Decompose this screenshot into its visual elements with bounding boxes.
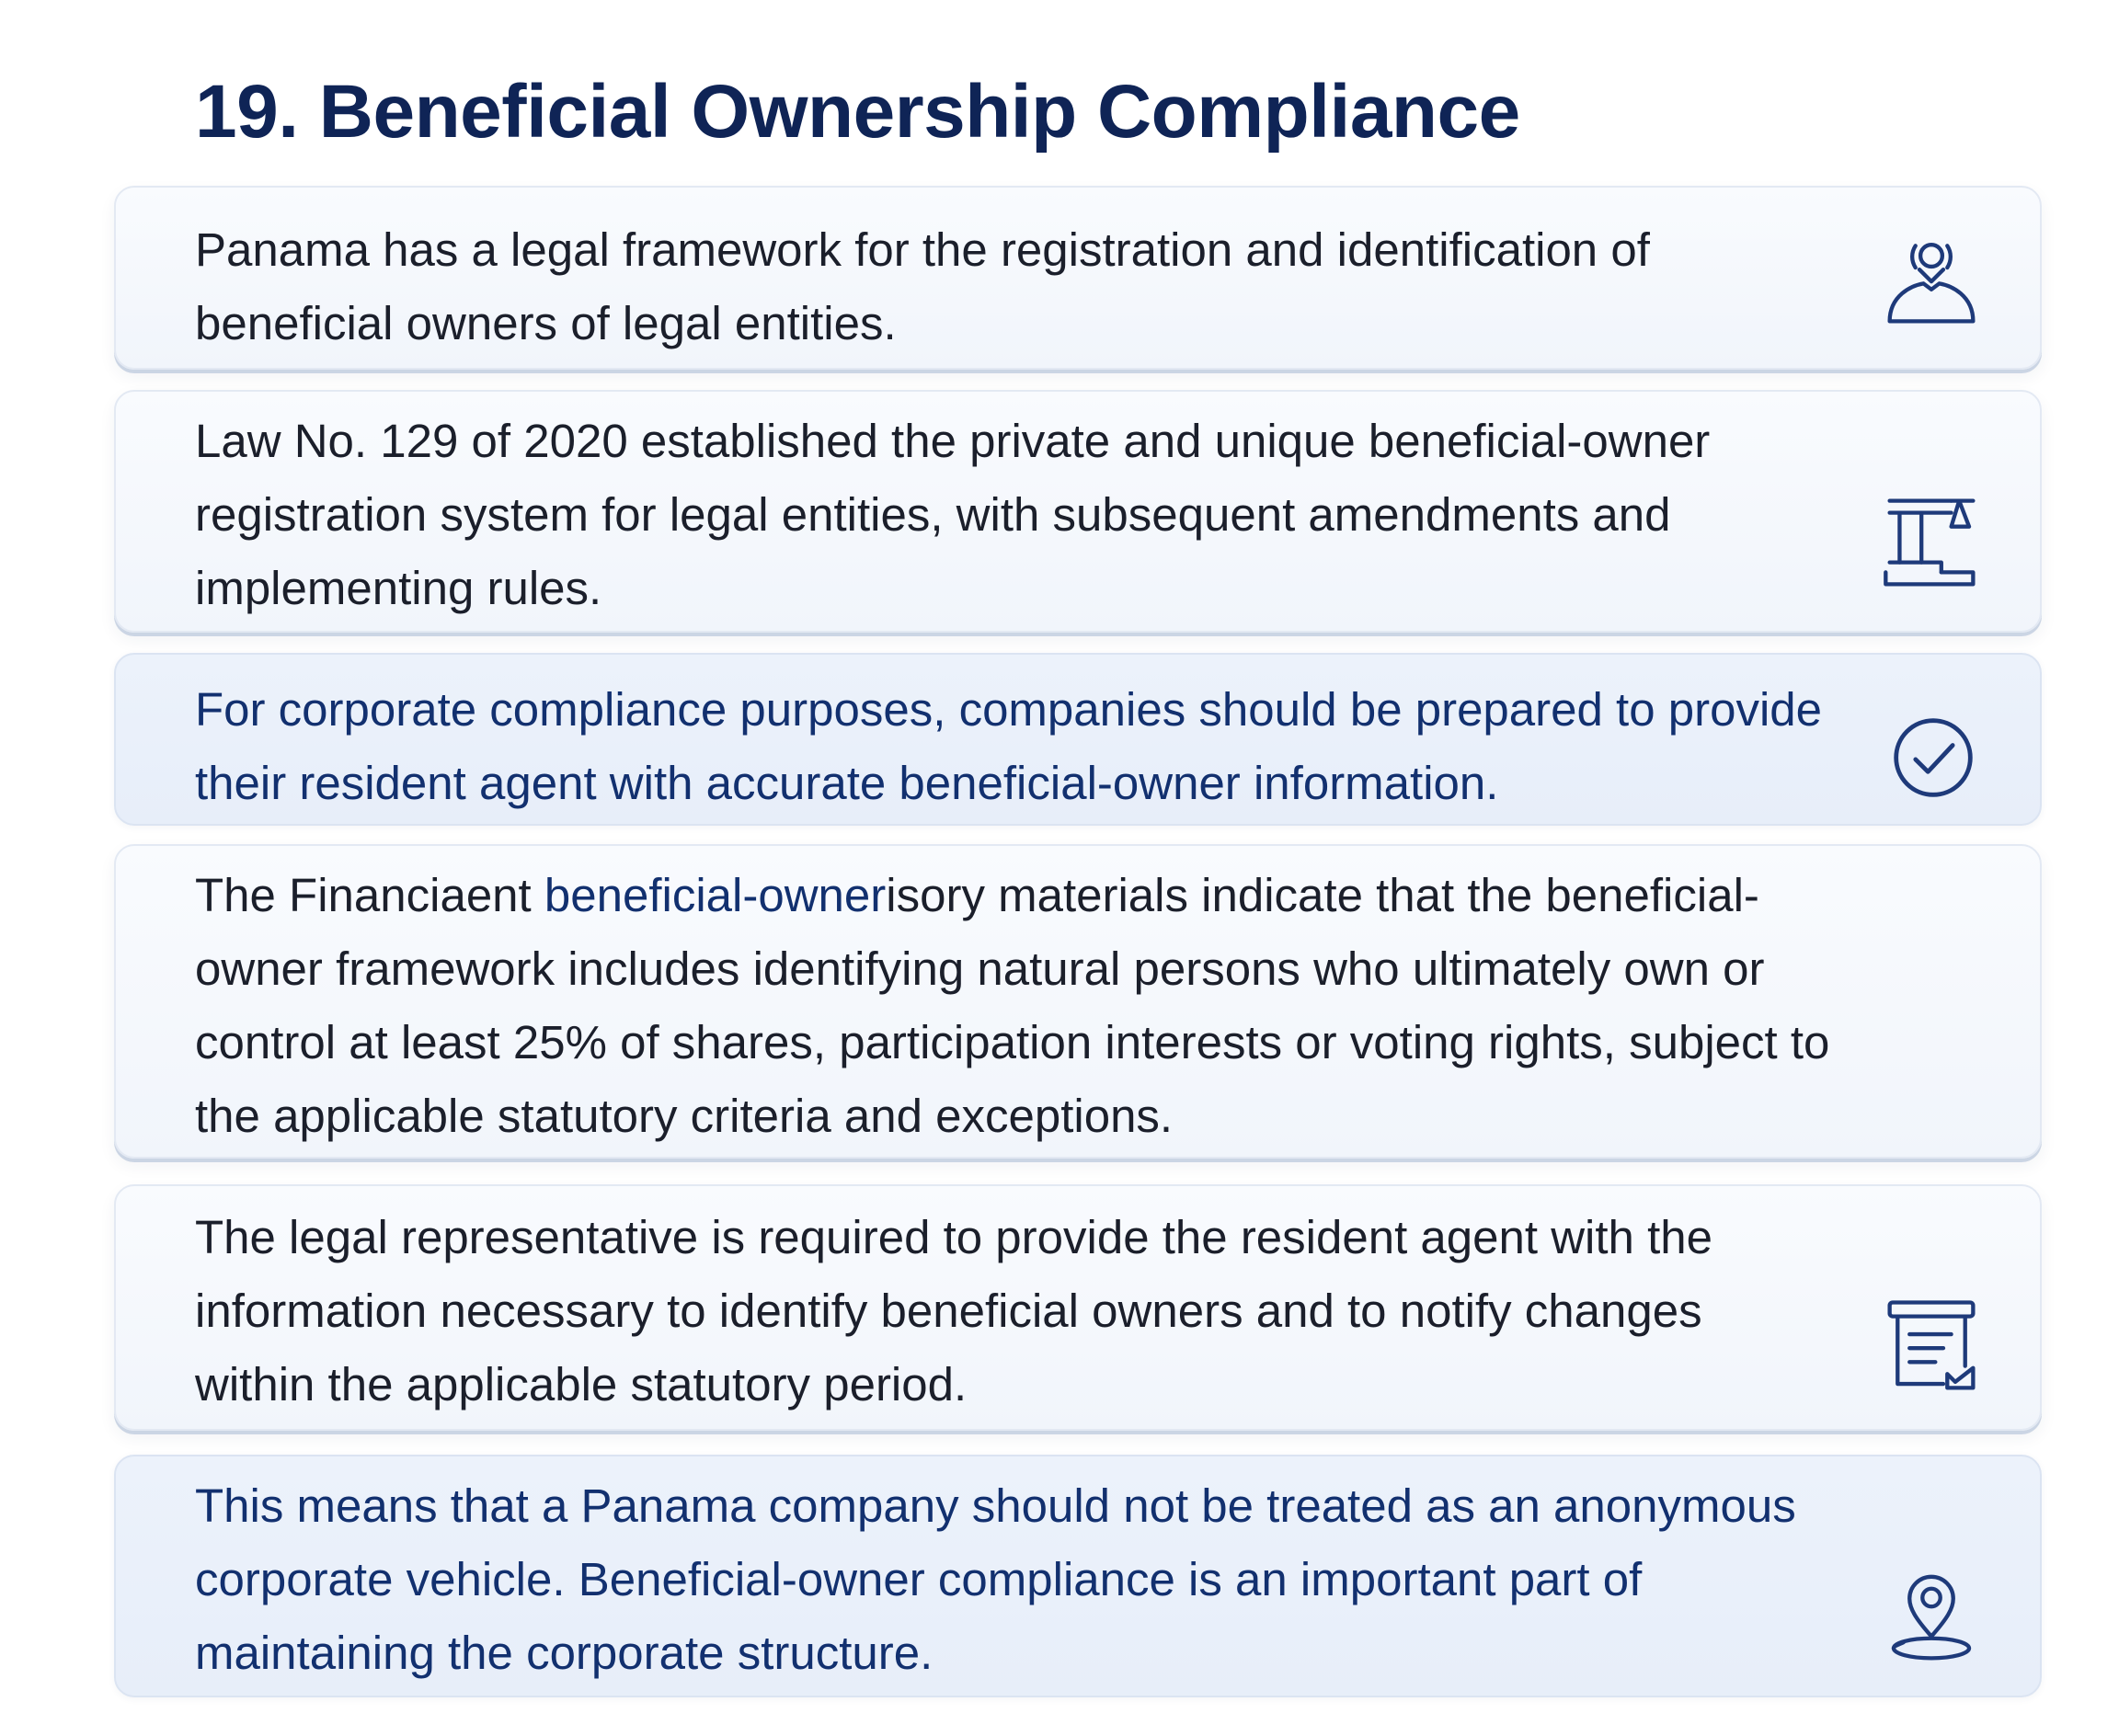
info-card-not-anonymous [114, 1455, 2042, 1697]
card-text [195, 859, 2025, 1153]
card-text: Panama has a legal framework for the registration and identification of beneficial owners of legal entities. [195, 223, 1650, 349]
info-card-legal-framework [114, 186, 2042, 370]
info-card-legal-representative [114, 1184, 2042, 1431]
location-pin-icon [1882, 1567, 1981, 1666]
legal-scales-registry-icon [1882, 493, 1981, 592]
card-text: For corporate compliance purposes, companies should be prepared to provide their resident agent with accurate beneficial-owner information. [195, 683, 1823, 809]
card-text: Law No. 129 of 2020 established the private and unique beneficial-owner registration system for legal entities, with subsequent amendments and implementing rules. [195, 415, 1711, 614]
card-text-suffix: isory materials indicate that the beneficial- owner framework includes identifying natural persons who ultimately own or control at least 25% of shares, participation interests or voting rights, subject to the applicable statutory criteria and exceptions. [195, 869, 1830, 1142]
card-text: This means that a Panama company should not be treated as an anonymous corporate vehicle. Beneficial-owner compliance is an important part of maintaining the corporate structure. [195, 1479, 1796, 1679]
checkmark-circle-icon [1889, 714, 1977, 802]
card-text-highlight: beneficial-owner [544, 869, 887, 921]
page-title: 19. Beneficial Ownership Compliance [195, 70, 1520, 154]
info-card-law-129 [114, 390, 2042, 633]
card-text: The legal representative is required to provide the resident agent with the information necessary to identify beneficial owners and to notify changes within the applicable statutory period. [195, 1211, 1712, 1410]
card-text-prefix: The Financiaent [195, 869, 544, 921]
person-identification-icon [1882, 230, 1981, 329]
info-card-ownership-threshold [114, 844, 2042, 1159]
info-card-resident-agent-info [114, 653, 2042, 826]
document-notification-icon [1882, 1296, 1981, 1396]
